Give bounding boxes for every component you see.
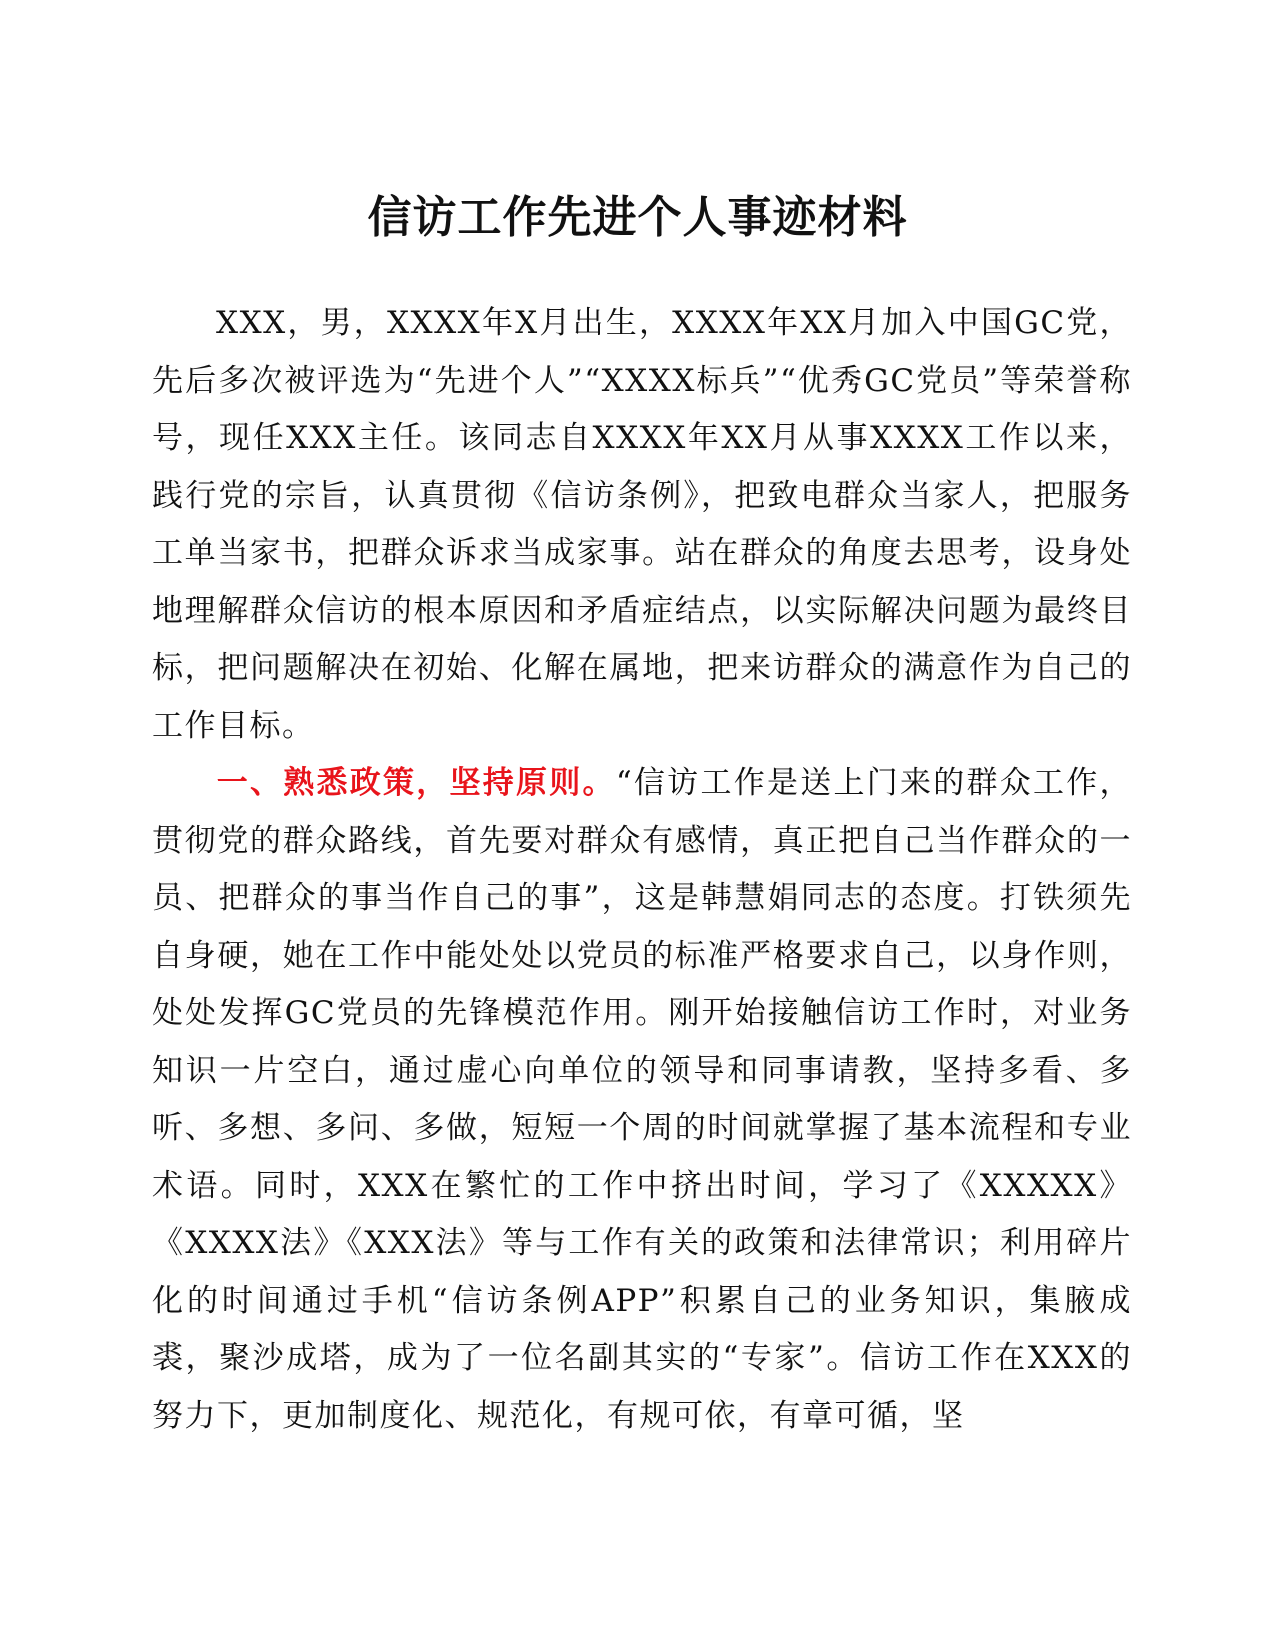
paragraph-intro [152, 295, 1132, 755]
paragraph-intro-text: XXX，男，XXXX年X月出生，XXXX年XX月加入中国GC党，先后多次被评选为“先进个人”“XXXX标兵”“优秀GC党员”等荣誉称号，现任XXX主任。该同志自XXXX年XX月从事XXXX工作以来，践行党的宗旨，认真贯彻《信访条例》，把致电群众当家人，把服务工单当家书，把群众诉求当成家事。站在群众的角度去思考，设身处地理解群众信访的根本原因和矛盾症结点，以实际解决问题为最终目标，把问题解决在初始、化解在属地，把来访群众的满意作为自己的工作目标。 [152, 305, 1132, 744]
document-title: 信访工作先进个人事迹材料 [367, 192, 908, 243]
paragraph-section-1 [152, 755, 1132, 1445]
section-1-heading: 一、熟悉政策，坚持原则。 [216, 765, 616, 801]
section-1-text: “信访工作是送上门来的群众工作，贯彻党的群众路线，首先要对群众有感情，真正把自己当作群众的一员、把群众的事当作自己的事”，这是韩慧娟同志的态度。打铁须先自身硬，她在工作中能处处以党员的标准严格要求自己，以身作则，处处发挥GC党员的先锋模范作用。刚开始接触信访工作时，对业务知识一片空白，通过虚心向单位的领导和同事请教，坚持多看、多听、多想、多问、多做，短短一个周的时间就掌握了基本流程和专业术语。同时，XXX在繁忙的工作中挤出时间，学习了《XXXXX》《XXXX法》《XXX法》等与工作有关的政策和法律常识；利用碎片化的时间通过手机“信访条例APP”积累自己的业务知识，集腋成裘，聚沙成塔，成为了一位名副其实的“专家”。信访工作在XXX的努力下，更加制度化、规范化，有规可依，有章可循，坚 [152, 765, 1132, 1434]
